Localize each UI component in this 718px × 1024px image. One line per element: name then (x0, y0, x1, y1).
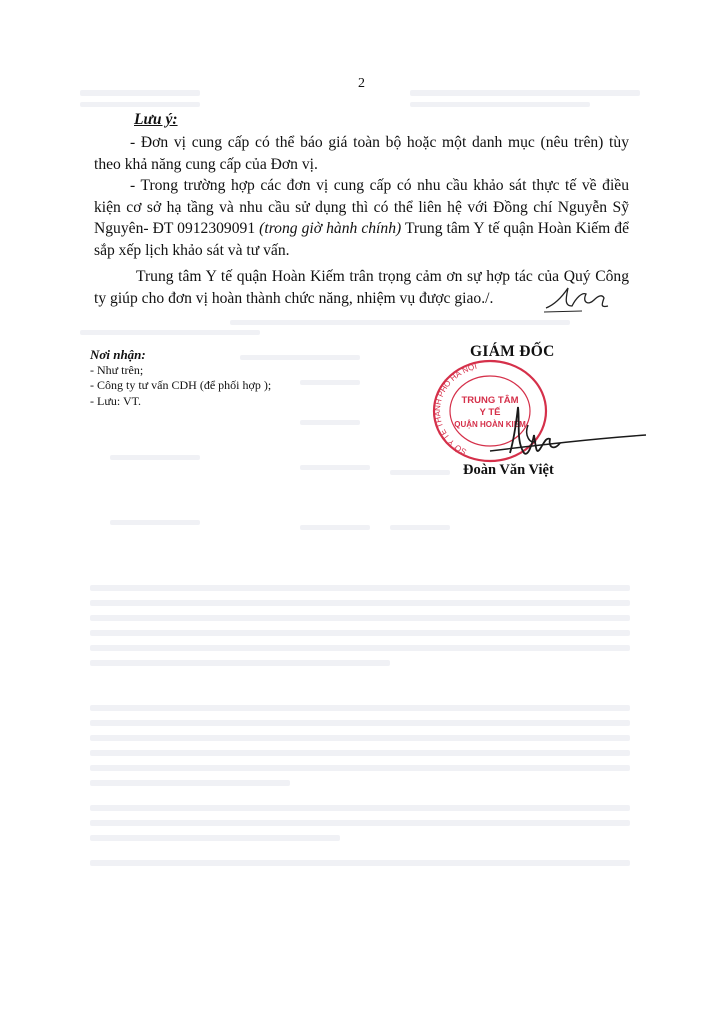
seal-line-1: TRUNG TÂM (461, 395, 519, 406)
initials-signature-icon (542, 284, 612, 316)
note-heading: Lưu ý: (134, 111, 178, 128)
note-item-2-text: - Trong trường hợp các đơn vị cung cấp có nhu cầu khảo sát thực tế về điều kiện cơ sở hạ tầng và nhu cầu sử dụng thì có thể liên hệ với Đồng chí Nguyễn Sỹ Nguyên- ĐT 0912309091 (94, 177, 629, 237)
page-number: 2 (358, 76, 365, 91)
recipient-item: - Lưu: VT. (90, 393, 142, 408)
recipient-item: - Công ty tư vấn CDH (để phối hợp ); (90, 378, 272, 392)
seal-line-2: Y TẾ (479, 407, 501, 418)
thanks-paragraph: Trung tâm Y tế quận Hoàn Kiếm trân trọng cảm ơn sự hợp tác của Quý Công ty giúp cho đơn vị hoàn thành chức năng, nhiệm vụ được giao./. (94, 268, 629, 307)
director-title: GIÁM ĐỐC (470, 343, 555, 360)
recipient-item: - Như trên; (90, 362, 144, 377)
seal-line-3: QUẬN HOÀN KIẾM (454, 420, 526, 429)
note-item-2-italic: (trong giờ hành chính) (259, 220, 402, 237)
handwritten-signature-icon (470, 395, 650, 465)
recipients-heading: Nơi nhận: (90, 347, 146, 362)
recipients-block (90, 347, 271, 409)
note-item-1: - Đơn vị cung cấp có thể báo giá toàn bộ hoặc một danh mục (nêu trên) tùy theo khả năng cung cấp của Đơn vị. (94, 134, 629, 173)
note-item-2 (94, 175, 629, 261)
seal-ring-text: SỞ Y TẾ THÀNH PHỐ HÀ NỘI (432, 361, 478, 457)
signer-name: Đoàn Văn Việt (463, 462, 554, 478)
note-item-2-tail: Trung tâm Y tế quận Hoàn Kiếm để sắp xếp lịch khảo sát và tư vấn. (94, 220, 629, 259)
